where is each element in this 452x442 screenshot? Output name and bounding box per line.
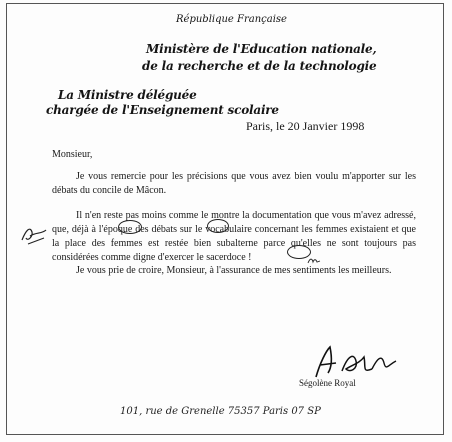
delegate-line-2: chargée de l'Enseignement scolaire	[46, 103, 279, 117]
paragraph-1: Je vous remercie pour les précisions que vous avez bien voulu m'apporter sur les débats du concile de Mâcon.	[52, 171, 416, 196]
margin-annotation-icon	[18, 222, 50, 248]
paragraph-3: Je vous prie de croire, Monsieur, à l'assurance de mes sentiments les meilleurs.	[76, 265, 392, 276]
letter-date: Paris, le 20 Janvier 1998	[246, 119, 365, 133]
republic-heading: République Française	[176, 14, 287, 25]
salutation: Monsieur,	[52, 149, 93, 160]
paragraph-2: Il n'en reste pas moins comme le montre la documentation que vous m'avez adressé, que, déjà à l'époque des débats sur le vocabulaire concernant les femmes existaient et que la place des femmes est restée bien subalterne parce qu'elles ne sont toujours pas considérées comme digne d'exercer le sacerdoce !	[52, 210, 416, 263]
footer-address: 101, rue de Grenelle 75357 Paris 07 SP	[120, 406, 321, 417]
delegate-line-1: La Ministre déléguée	[58, 88, 197, 102]
annotation-initial-icon	[307, 257, 321, 265]
annotation-circle	[207, 219, 229, 233]
ministry-line-1: Ministère de l'Education nationale,	[146, 42, 377, 56]
annotation-circle	[118, 220, 142, 234]
signatory-name: Ségolène Royal	[299, 378, 356, 388]
handwritten-signature-icon	[302, 343, 400, 381]
ministry-line-2: de la recherche et de la technologie	[142, 59, 377, 73]
